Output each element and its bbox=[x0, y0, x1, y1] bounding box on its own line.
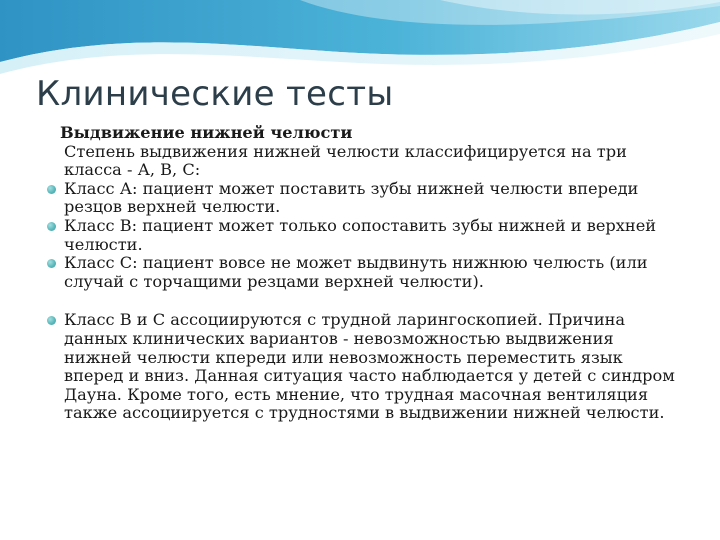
section-subheading: Выдвижение нижней челюсти bbox=[60, 123, 353, 142]
list-item-text: Класс А: пациент может поставить зубы нижней челюсти впереди резцов верхней челюсти. bbox=[64, 178, 639, 217]
list-item bbox=[44, 311, 684, 423]
bullet-dot-icon bbox=[47, 222, 56, 231]
class-list bbox=[44, 180, 684, 292]
header-wave-decoration bbox=[0, 0, 720, 80]
bullet-dot-icon bbox=[47, 259, 56, 268]
intro-paragraph: Степень выдвижения нижней челюсти классифицируется на три класса - А, В, С: bbox=[64, 141, 627, 180]
bullet-dot-icon bbox=[47, 316, 56, 325]
list-item bbox=[44, 254, 684, 291]
slide-body bbox=[44, 124, 684, 423]
list-item-text: Класс С: пациент вовсе не может выдвинуть нижнюю челюсть (или случай с торчащими резцами верхней челюсти). bbox=[64, 253, 648, 291]
spacer bbox=[44, 291, 684, 311]
list-item-text: Класс В: пациент может только сопоставить зубы нижней и верхней челюсти. bbox=[64, 215, 657, 254]
note-list bbox=[44, 311, 684, 423]
bullet-dot-icon bbox=[47, 185, 56, 194]
note-text: Класс В и С ассоциируются с трудной ларингоскопией. Причина данных клинических вариантов - невозможностью выдвижения нижней челюсти кпереди или невозможность переместить язык вперед и вниз. Данная ситуация часто наблюдается у детей с синдром Дауна. Кроме того, есть мнение, что трудная масочная вентиляция также ассоциируется с трудностями в выдвижении нижней челюсти. bbox=[64, 310, 675, 423]
list-item bbox=[44, 217, 684, 254]
list-item bbox=[44, 180, 684, 217]
slide-title: Клинические тесты bbox=[36, 74, 394, 114]
